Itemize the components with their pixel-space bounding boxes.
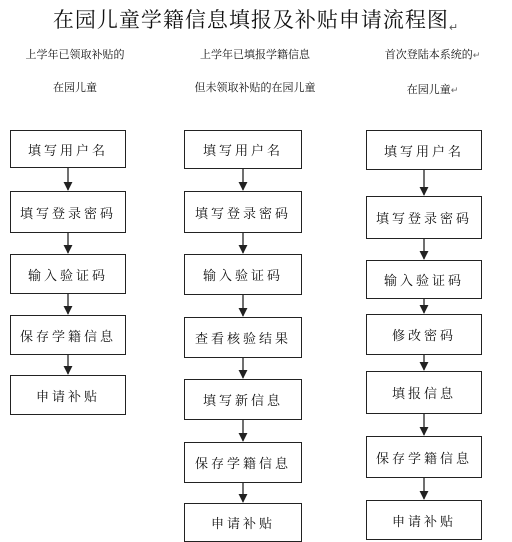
column-2-header-line-1: 上学年已填报学籍信息	[200, 48, 310, 61]
col2-step-check-result: 查看核验结果	[184, 317, 302, 358]
column-1-header-line-2: 在园儿童	[53, 81, 97, 94]
col1-step-captcha: 输入验证码	[10, 254, 126, 294]
col3-step-save-info: 保存学籍信息	[366, 436, 482, 478]
col1-step-password: 填写登录密码	[10, 191, 126, 233]
paragraph-mark-icon: ↵	[448, 21, 460, 34]
paragraph-mark-icon: ↵	[450, 86, 459, 96]
col3-step-report-info: 填报信息	[366, 371, 482, 414]
col1-step-apply-subsidy: 申请补贴	[10, 375, 126, 415]
col2-step-save-info: 保存学籍信息	[184, 442, 302, 483]
col3-step-captcha: 输入验证码	[366, 260, 482, 299]
column-3-header-line-2: 在园儿童	[406, 83, 451, 96]
col2-step-password: 填写登录密码	[184, 191, 302, 233]
column-2-header-line-2: 但未领取补贴的在园儿童	[194, 81, 316, 94]
col2-step-fill-new-info: 填写新信息	[184, 379, 302, 420]
paragraph-mark-icon: ↵	[472, 51, 481, 61]
col3-step-change-password: 修改密码	[366, 314, 482, 355]
column-1-header-line-1: 上学年已领取补贴的	[25, 48, 125, 61]
col3-step-apply-subsidy: 申请补贴	[366, 500, 482, 540]
col3-step-password: 填写登录密码	[366, 196, 482, 239]
col1-step-username: 填写用户名	[10, 130, 126, 168]
column-3-header-line-1: 首次登陆本系统的	[384, 48, 473, 61]
col3-step-username: 填写用户名	[366, 130, 482, 170]
diagram-title-text: 在园儿童学籍信息填报及补贴申请流程图	[52, 8, 449, 32]
col1-step-save-info: 保存学籍信息	[10, 315, 126, 355]
col2-step-apply-subsidy: 申请补贴	[184, 503, 302, 542]
col2-step-captcha: 输入验证码	[184, 254, 302, 295]
col2-step-username: 填写用户名	[184, 130, 302, 169]
